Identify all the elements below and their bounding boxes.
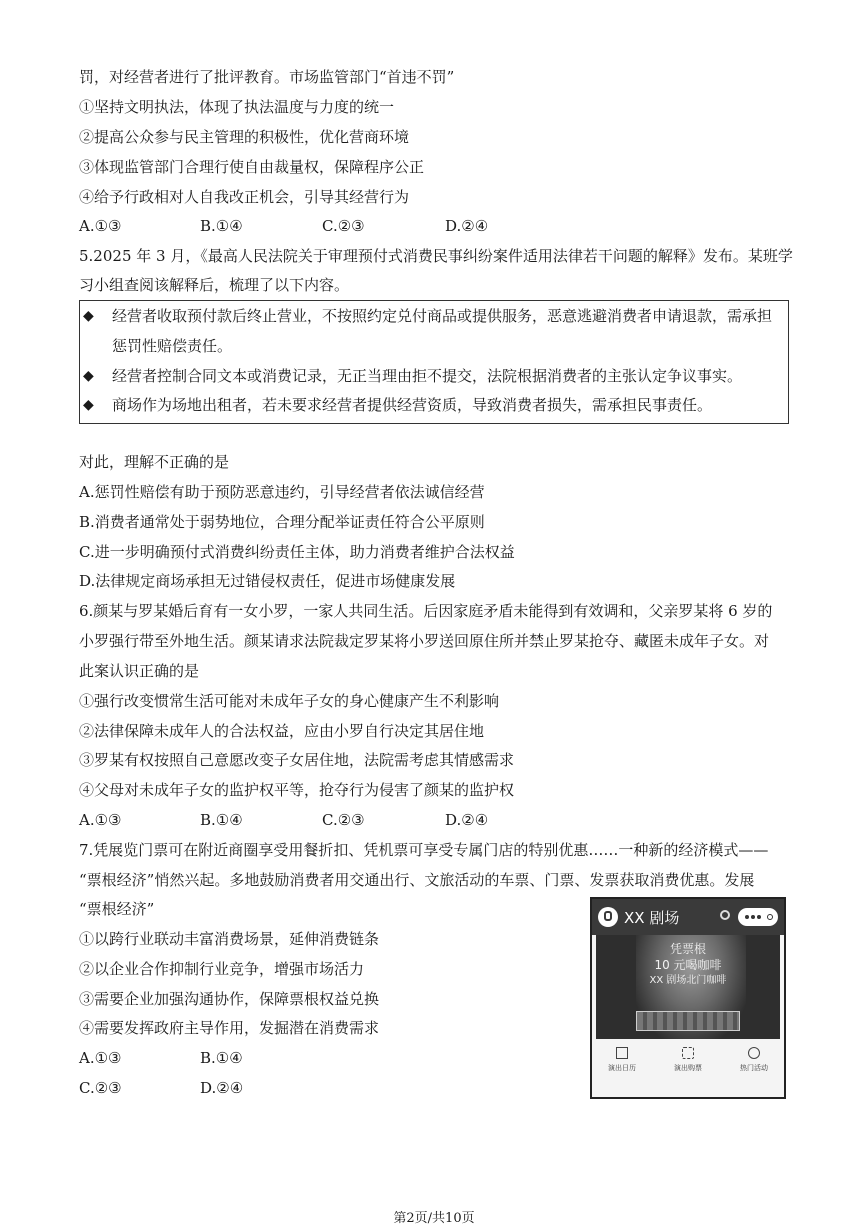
app-screenshot-figure (590, 897, 786, 1099)
q5-choice-c[interactable]: C.进一步明确预付式消费纠纷责任主体，助力消费者维护合法权益 (79, 543, 515, 561)
menu-item-events[interactable]: 热门活动 (728, 1047, 780, 1073)
more-dot-icon (757, 915, 761, 919)
diamond-bullet-icon: ◆ (83, 368, 94, 384)
promo-line-3: XX 剧场北门咖啡 (649, 975, 727, 986)
q4-option-d[interactable]: D.②④ (445, 217, 489, 235)
q5-choice-b[interactable]: B.消费者通常处于弱势地位，合理分配举证责任符合公平原则 (79, 513, 485, 531)
q7-item-1: ①以跨行业联动丰富消费场景，延伸消费链条 (79, 930, 380, 948)
app-menu (592, 1043, 784, 1097)
q6-item-3: ③罗某有权按照自己意愿改变子女居住地，法院需考虑其情感需求 (79, 751, 515, 769)
q7-stem-line-2: “票根经济”悄然兴起。多地鼓励消费者用交通出行、文旅活动的车票、门票、发票获取消费优惠。发展 (79, 871, 755, 889)
q7-option-c[interactable]: C.②③ (79, 1079, 122, 1097)
q6-option-b[interactable]: B.①④ (200, 811, 243, 829)
page-number-footer: 第2页/共10页 (393, 1211, 475, 1226)
q7-options-row-1 (79, 1048, 243, 1068)
menu-item-calendar[interactable]: 演出日历 (596, 1047, 648, 1073)
q6-options (79, 810, 488, 830)
q6-item-4: ④父母对未成年子女的监护权平等，抢夺行为侵害了颜某的监护权 (79, 781, 515, 799)
q7-item-2: ②以企业合作抑制行业竞争，增强市场活力 (79, 960, 365, 978)
ticket-icon (682, 1047, 694, 1059)
q5-choice-d[interactable]: D.法律规定商场承担无过错侵权责任，促进市场健康发展 (79, 572, 456, 590)
q7-option-a[interactable]: A.①③ (79, 1049, 122, 1067)
close-circle-icon (767, 914, 773, 920)
q6-option-c[interactable]: C.②③ (322, 811, 365, 829)
q6-item-2: ②法律保障未成年人的合法权益，应由小罗自行决定其居住地 (79, 722, 485, 740)
more-dot-icon (745, 915, 749, 919)
search-icon[interactable] (720, 910, 730, 920)
diamond-bullet-icon: ◆ (83, 308, 94, 324)
q7-options-row-2 (79, 1078, 243, 1098)
q6-stem-line-1: 6.颜某与罗某婚后育有一女小罗，一家人共同生活。后因家庭矛盾未能得到有效调和，父亲罗某将 6 岁的 (79, 602, 773, 620)
q7-item-3: ③需要企业加强沟通协作，保障票根权益兑换 (79, 990, 380, 1008)
q4-option-c[interactable]: C.②③ (322, 217, 365, 235)
app-title: XX 剧场 (624, 909, 680, 927)
q5-stem-line-2: 习小组查阅该解释后，梳理了以下内容。 (79, 276, 350, 294)
event-icon (748, 1047, 760, 1059)
promo-line-1: 凭票根 (669, 942, 706, 956)
q4-item-4: ④给予行政相对人自我改正机会，引导其经营行为 (79, 188, 410, 206)
more-dot-icon (751, 915, 755, 919)
theater-building-graphic (636, 1011, 740, 1031)
q7-stem-line-1: 7.凭展览门票可在附近商圈享受用餐折扣、凭机票可享受专属门店的特别优惠……一种新的经济模式—— (79, 841, 769, 859)
q6-option-d[interactable]: D.②④ (445, 811, 489, 829)
q4-option-b[interactable]: B.①④ (200, 217, 243, 235)
q4-item-3: ③体现监管部门合理行使自由裁量权，保障程序公正 (79, 158, 425, 176)
q4-item-1: ①坚持文明执法，体现了执法温度与力度的统一 (79, 98, 395, 116)
q4-stem-tail: 罚，对经营者进行了批评教育。市场监管部门“首违不罚” (79, 68, 455, 86)
q6-option-a[interactable]: A.①③ (79, 811, 122, 829)
mini-program-capsule[interactable] (738, 908, 778, 926)
q6-item-1: ①强行改变惯常生活可能对未成年子女的身心健康产生不利影响 (79, 692, 500, 710)
q5-choice-a[interactable]: A.惩罚性赔偿有助于预防恶意违约，引导经营者依法诚信经营 (79, 483, 485, 501)
q6-stem-line-2: 小罗强行带至外地生活。颜某请求法院裁定罗某将小罗送回原住所并禁止罗某抢夺、藏匿未成年子女。对 (79, 632, 770, 650)
q4-options (79, 216, 488, 236)
q6-stem-line-3: 此案认识正确的是 (79, 662, 200, 680)
q7-stem-line-3: “票根经济” (79, 900, 155, 918)
q5-summary-box: ◆ 经营者收取预付款后终止营业，不按照约定兑付商品或提供服务，恶意逃避消费者申请退款，需承担 惩罚性赔偿责任。 ◆ 经营者控制合同文本或消费记录，无正当理由拒不提交，法院根据消费者的主张认定争议事实。 ◆ 商场作为场地出租者，若未要求经营者提供经营资质，导致消费者损失，需承担民事责任。 (79, 300, 789, 424)
promo-banner[interactable] (596, 935, 780, 1039)
q7-option-b[interactable]: B.①④ (200, 1049, 243, 1067)
menu-item-tickets[interactable]: 演出购票 (662, 1047, 714, 1073)
promo-line-2: 10 元喝咖啡 (654, 958, 722, 972)
q4-item-2: ②提高公众参与民主管理的积极性，优化营商环境 (79, 128, 410, 146)
diamond-bullet-icon: ◆ (83, 397, 94, 413)
app-logo-icon (598, 907, 618, 927)
q7-item-4: ④需要发挥政府主导作用，发掘潜在消费需求 (79, 1019, 380, 1037)
q4-option-a[interactable]: A.①③ (79, 217, 122, 235)
calendar-icon (616, 1047, 628, 1059)
q5-prompt: 对此，理解不正确的是 (79, 453, 230, 471)
app-header (592, 899, 784, 935)
q7-option-d[interactable]: D.②④ (200, 1079, 244, 1097)
q5-stem-line-1: 5.2025 年 3 月，《最高人民法院关于审理预付式消费民事纠纷案件适用法律若干问题的解释》发布。某班学 (79, 247, 793, 265)
